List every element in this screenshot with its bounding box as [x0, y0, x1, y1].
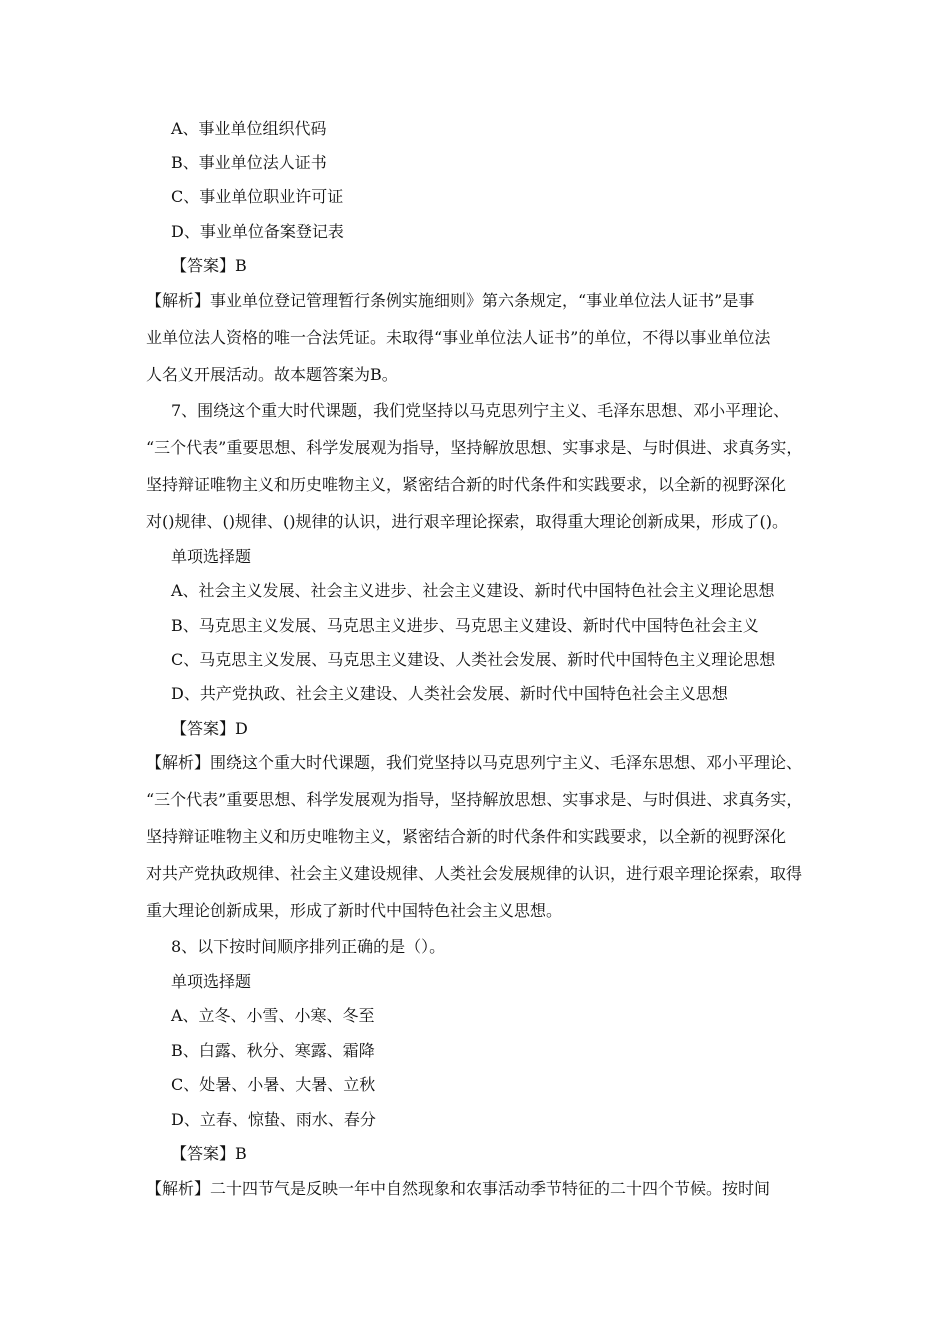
- q7-analysis-line: 重大理论创新成果，形成了新时代中国特色社会主义思想。: [146, 901, 563, 920]
- q7-analysis-line: “三个代表”重要思想、科学发展观为指导，坚持解放思想、实事求是、与时俱进、求真务实，: [146, 790, 803, 809]
- q6-analysis-line: 【解析】事业单位登记管理暂行条例实施细则》第六条规定，“事业单位法人证书”是事: [146, 291, 755, 310]
- q7-option-c: C、马克思主义发展、马克思主义建设、人类社会发展、新时代中国特色主义理论思想: [171, 650, 776, 669]
- q7-question-line: 坚持辩证唯物主义和历史唯物主义，紧密结合新的时代条件和实践要求，以全新的视野深化: [146, 475, 787, 494]
- q8-type: 单项选择题: [171, 972, 252, 991]
- q7-option-a: A、社会主义发展、社会主义进步、社会主义建设、新时代中国特色社会主义理论思想: [171, 581, 775, 600]
- q7-question-line: “三个代表”重要思想、科学发展观为指导，坚持解放思想、实事求是、与时俱进、求真务实，: [146, 438, 803, 457]
- q8-analysis-line: 【解析】二十四节气是反映一年中自然现象和农事活动季节特征的二十四个节候。按时间: [146, 1179, 771, 1198]
- q6-option-b: B、事业单位法人证书: [171, 153, 327, 172]
- q7-type: 单项选择题: [171, 547, 252, 566]
- q8-option-b: B、白露、秋分、寒露、霜降: [171, 1041, 375, 1060]
- q7-question-line: 对()规律、()规律、()规律的认识，进行艰辛理论探索，取得重大理论创新成果，形成了()。: [146, 512, 788, 531]
- q6-option-c: C、事业单位职业许可证: [171, 187, 344, 206]
- q7-analysis-line: 【解析】围绕这个重大时代课题，我们党坚持以马克思列宁主义、毛泽东思想、邓小平理论、: [146, 753, 803, 772]
- q8-option-c: C、处暑、小暑、大暑、立秋: [171, 1075, 376, 1094]
- q8-question: 8、以下按时间顺序排列正确的是（）。: [171, 937, 446, 956]
- q7-answer: 【答案】D: [171, 719, 248, 738]
- q8-option-a: A、立冬、小雪、小寒、冬至: [171, 1006, 375, 1025]
- q6-analysis-line: 业单位法人资格的唯一合法凭证。未取得“事业单位法人证书”的单位，不得以事业单位法: [146, 328, 771, 347]
- q8-option-d: D、立春、惊蛰、雨水、春分: [171, 1110, 376, 1129]
- q7-analysis-line: 坚持辩证唯物主义和历史唯物主义，紧密结合新的时代条件和实践要求，以全新的视野深化: [146, 827, 787, 846]
- q7-analysis-line: 对共产党执政规律、社会主义建设规律、人类社会发展规律的认识，进行艰辛理论探索，取得: [146, 864, 803, 883]
- q6-option-d: D、事业单位备案登记表: [171, 222, 344, 241]
- q6-option-a: A、事业单位组织代码: [171, 119, 327, 138]
- q7-option-b: B、马克思主义发展、马克思主义进步、马克思主义建设、新时代中国特色社会主义: [171, 616, 759, 635]
- q6-answer: 【答案】B: [171, 256, 247, 275]
- q8-answer: 【答案】B: [171, 1144, 247, 1163]
- q7-option-d: D、共产党执政、社会主义建设、人类社会发展、新时代中国特色社会主义思想: [171, 684, 728, 703]
- q6-analysis-line: 人名义开展活动。故本题答案为B。: [146, 365, 398, 384]
- q7-question-line: 7、围绕这个重大时代课题，我们党坚持以马克思列宁主义、毛泽东思想、邓小平理论、: [171, 401, 790, 420]
